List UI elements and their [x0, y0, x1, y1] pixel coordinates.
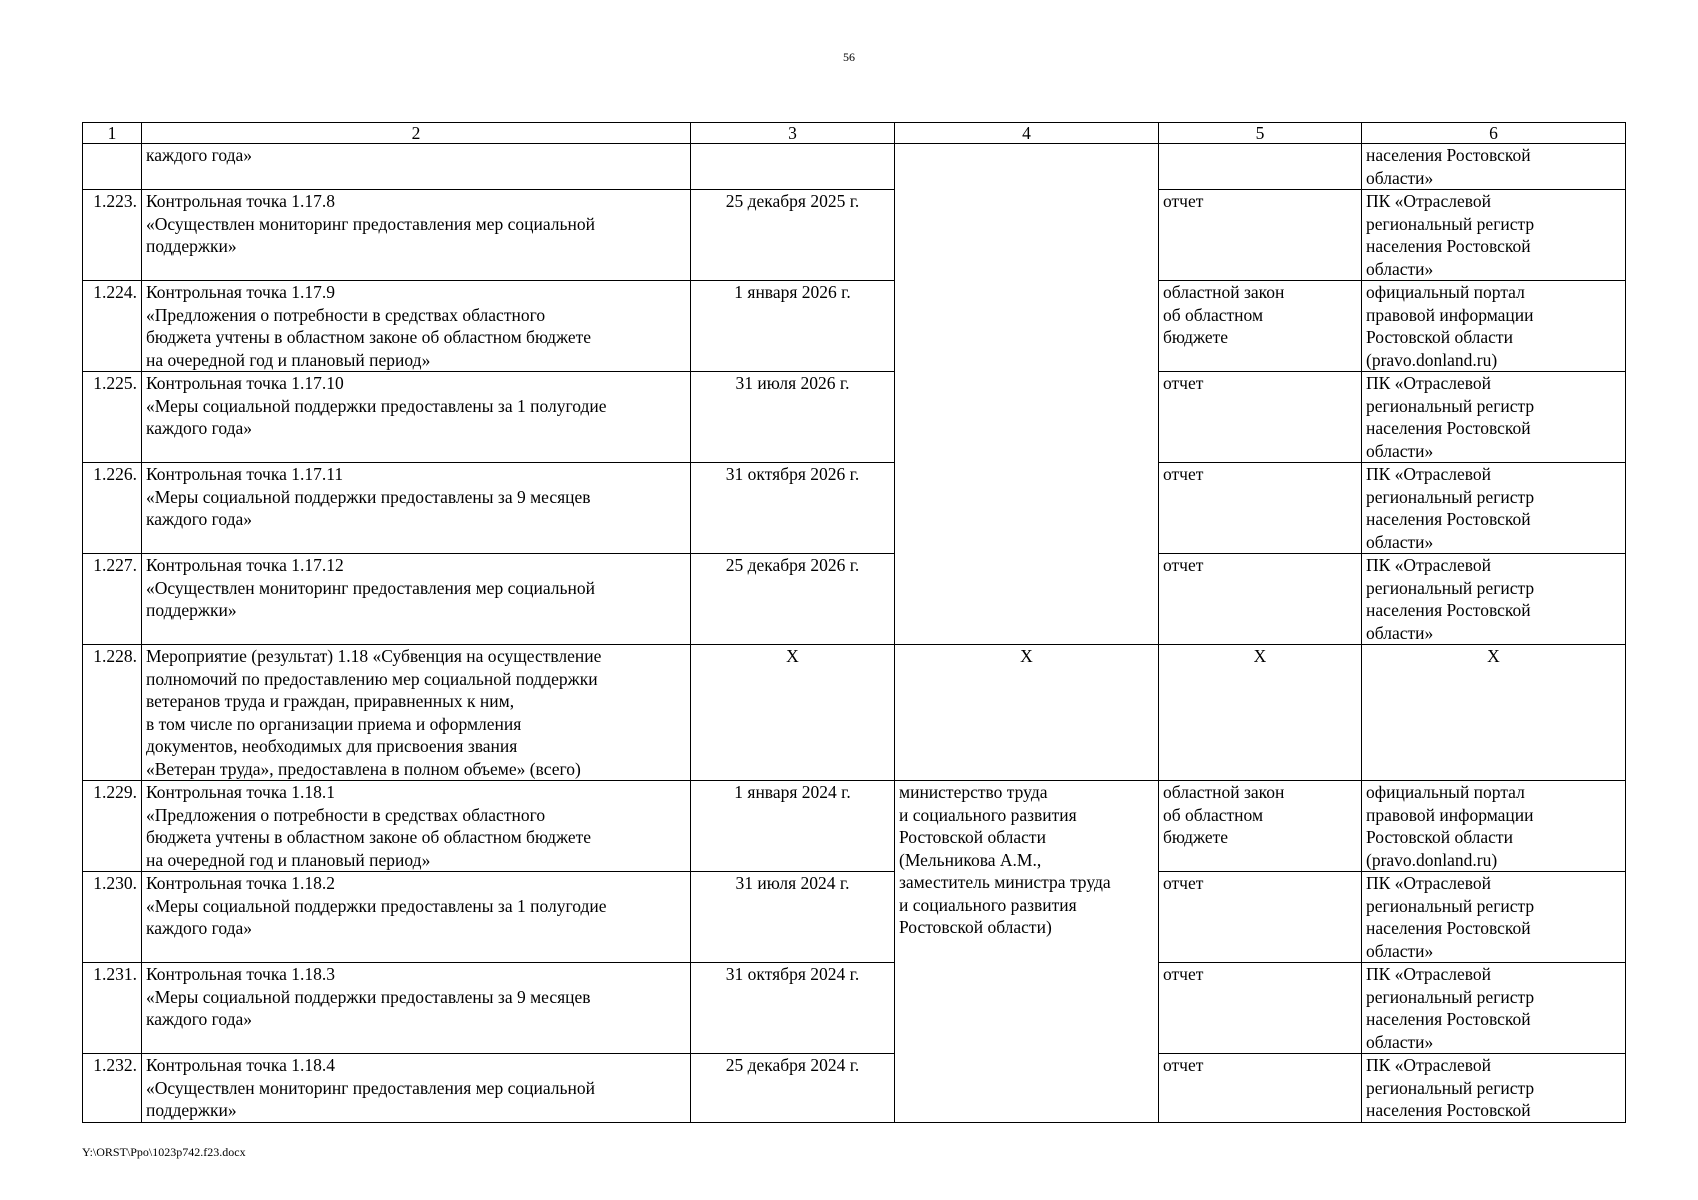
- row-name: Контрольная точка 1.18.1 «Предложения о потребности в средствах областного бюджета учтены в областном законе об областном бюджете на очередной год и плановый период»: [142, 781, 691, 872]
- row-name: Контрольная точка 1.17.11 «Меры социальной поддержки предоставлены за 9 месяцев каждого года»: [142, 463, 691, 554]
- page-number: 56: [843, 50, 855, 64]
- table-row: [83, 1054, 1626, 1123]
- row-document: отчет: [1159, 872, 1362, 963]
- row-name: Контрольная точка 1.18.4 «Осуществлен мониторинг предоставления мер социальной поддержки»: [142, 1054, 691, 1123]
- table-row: [83, 872, 1626, 963]
- row-document: отчет: [1159, 463, 1362, 554]
- row-name: Мероприятие (результат) 1.18 «Субвенция на осуществление полномочий по предоставлению мер социальной поддержки ветеранов труда и граждан, приравненных к ним, в том числе по организации приема и оформления документов, необходимых для присвоения звания «Ветеран труда», предоставлена в полном объеме» (всего): [142, 645, 691, 781]
- row-document: областной закон об областном бюджете: [1159, 281, 1362, 372]
- row-source: ПК «Отраслевой региональный регистр населения Ростовской области»: [1362, 190, 1626, 281]
- row-responsible: X: [895, 645, 1159, 781]
- row-number: 1.229.: [83, 781, 142, 872]
- row-date: 31 октября 2024 г.: [691, 963, 895, 1054]
- row-date: 31 июля 2024 г.: [691, 872, 895, 963]
- row-date: 25 декабря 2026 г.: [691, 554, 895, 645]
- row-document: отчет: [1159, 190, 1362, 281]
- row-number: [83, 144, 142, 190]
- row-source: официальный портал правовой информации Ростовской области (pravo.donland.ru): [1362, 281, 1626, 372]
- row-number: 1.223.: [83, 190, 142, 281]
- row-date: 31 июля 2026 г.: [691, 372, 895, 463]
- row-source: ПК «Отраслевой региональный регистр населения Ростовской области»: [1362, 963, 1626, 1054]
- row-document: областной закон об областном бюджете: [1159, 781, 1362, 872]
- row-source: официальный портал правовой информации Ростовской области (pravo.donland.ru): [1362, 781, 1626, 872]
- column-header: 4: [895, 123, 1159, 144]
- table-header-row: [83, 123, 1626, 144]
- row-date: 25 декабря 2024 г.: [691, 1054, 895, 1123]
- row-source: X: [1362, 645, 1626, 781]
- column-header: 1: [83, 123, 142, 144]
- column-header: 6: [1362, 123, 1626, 144]
- row-date: [691, 144, 895, 190]
- row-document: отчет: [1159, 963, 1362, 1054]
- table-row: [83, 190, 1626, 281]
- table-row: [83, 963, 1626, 1054]
- row-source: ПК «Отраслевой региональный регистр населения Ростовской области»: [1362, 372, 1626, 463]
- table-row: [83, 144, 1626, 190]
- column-header: 5: [1159, 123, 1362, 144]
- row-document: X: [1159, 645, 1362, 781]
- row-name: Контрольная точка 1.17.12 «Осуществлен мониторинг предоставления мер социальной поддержки»: [142, 554, 691, 645]
- row-source: ПК «Отраслевой региональный регистр населения Ростовской: [1362, 1054, 1626, 1123]
- row-source: ПК «Отраслевой региональный регистр населения Ростовской области»: [1362, 463, 1626, 554]
- row-source: ПК «Отраслевой региональный регистр населения Ростовской области»: [1362, 872, 1626, 963]
- control-points-table: [82, 122, 1626, 1123]
- row-name: Контрольная точка 1.17.10 «Меры социальной поддержки предоставлены за 1 полугодие каждого года»: [142, 372, 691, 463]
- row-number: 1.224.: [83, 281, 142, 372]
- row-source: населения Ростовской области»: [1362, 144, 1626, 190]
- table-row: [83, 372, 1626, 463]
- column-header: 2: [142, 123, 691, 144]
- row-date: 31 октября 2026 г.: [691, 463, 895, 554]
- row-document: [1159, 144, 1362, 190]
- row-document: отчет: [1159, 554, 1362, 645]
- row-name: Контрольная точка 1.17.9 «Предложения о потребности в средствах областного бюджета учтены в областном законе об областном бюджете на очередной год и плановый период»: [142, 281, 691, 372]
- row-number: 1.228.: [83, 645, 142, 781]
- table-row: [83, 463, 1626, 554]
- row-source: ПК «Отраслевой региональный регистр населения Ростовской области»: [1362, 554, 1626, 645]
- row-number: 1.227.: [83, 554, 142, 645]
- row-name: каждого года»: [142, 144, 691, 190]
- row-document: отчет: [1159, 1054, 1362, 1123]
- column-header: 3: [691, 123, 895, 144]
- row-number: 1.230.: [83, 872, 142, 963]
- row-date: 1 января 2024 г.: [691, 781, 895, 872]
- row-number: 1.231.: [83, 963, 142, 1054]
- row-number: 1.225.: [83, 372, 142, 463]
- row-name: Контрольная точка 1.18.3 «Меры социальной поддержки предоставлены за 9 месяцев каждого года»: [142, 963, 691, 1054]
- row-document: отчет: [1159, 372, 1362, 463]
- row-number: 1.226.: [83, 463, 142, 554]
- row-name: Контрольная точка 1.17.8 «Осуществлен мониторинг предоставления мер социальной поддержки»: [142, 190, 691, 281]
- table-row: [83, 645, 1626, 781]
- table-row: [83, 781, 1626, 872]
- row-name: Контрольная точка 1.18.2 «Меры социальной поддержки предоставлены за 1 полугодие каждого года»: [142, 872, 691, 963]
- row-date: 25 декабря 2025 г.: [691, 190, 895, 281]
- row-responsible: министерство труда и социального развития Ростовской области (Мельникова А.М., заместитель министра труда и социального развития Ростовской области): [895, 781, 1159, 1123]
- row-date: X: [691, 645, 895, 781]
- table-row: [83, 554, 1626, 645]
- row-responsible: [895, 144, 1159, 645]
- footer-file-path: Y:\ORST\Ppo\1023p742.f23.docx: [82, 1145, 246, 1159]
- row-date: 1 января 2026 г.: [691, 281, 895, 372]
- table-row: [83, 281, 1626, 372]
- row-number: 1.232.: [83, 1054, 142, 1123]
